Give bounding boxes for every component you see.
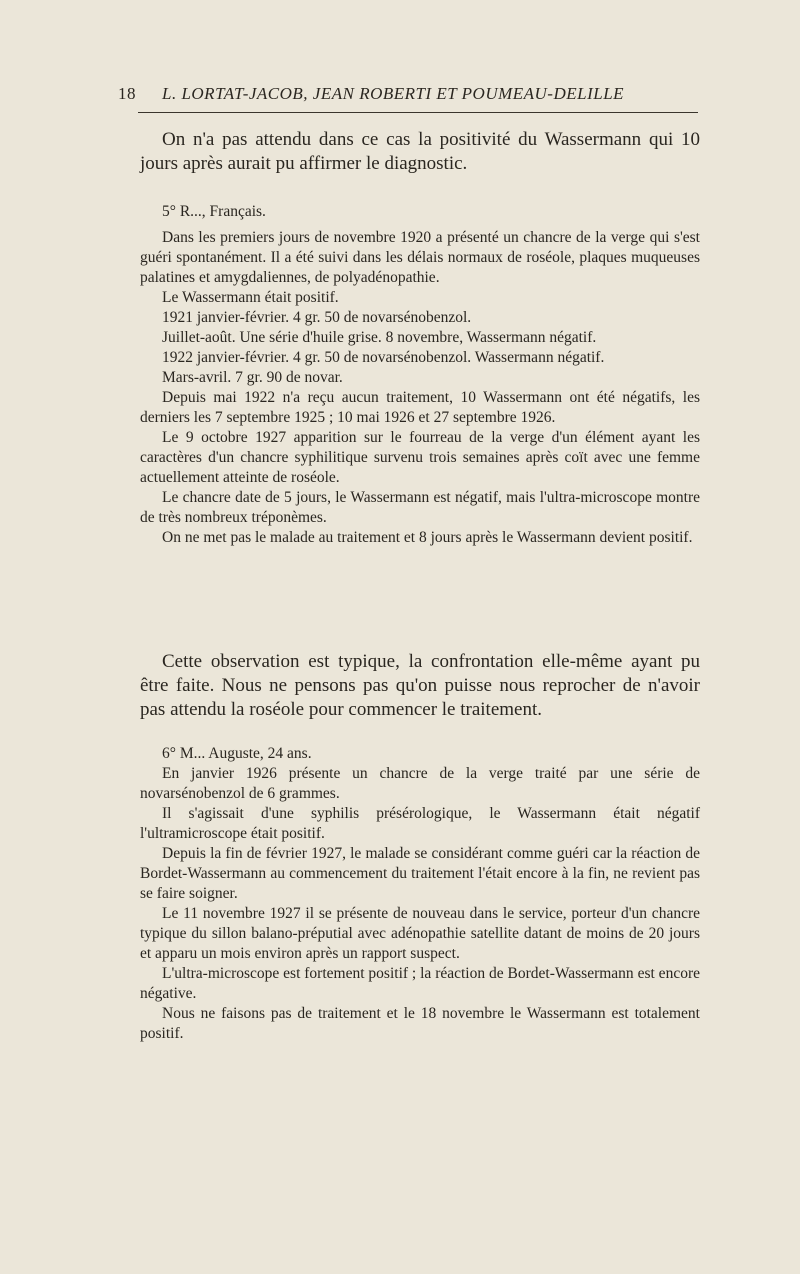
case-6-paragraph: Nous ne faisons pas de traitement et le 18 novembre le Wassermann est totalement positif. xyxy=(140,1005,700,1042)
case-5-paragraph: Le chancre date de 5 jours, le Wassermann est négatif, mais l'ultra-microscope montre de très nombreux tréponèmes. xyxy=(140,489,700,526)
case-6-paragraph: En janvier 1926 présente un chancre de la verge traité par une série de novarsénobenzol de 6 grammes. xyxy=(140,765,700,802)
case-5-paragraph: Juillet-août. Une série d'huile grise. 8 novembre, Wassermann négatif. xyxy=(162,329,597,346)
running-title: L. LORTAT-JACOB, JEAN ROBERTI ET POUMEAU-DELILLE xyxy=(162,84,625,103)
case-5-paragraph: 1921 janvier-février. 4 gr. 50 de novarsénobenzol. xyxy=(162,309,472,326)
case-5-paragraph: Dans les premiers jours de novembre 1920 a présenté un chancre de la verge qui s'est guéri spontanément. Il a été suivi dans les délais normaux de roséole, plaques muqueuses palatines et amygdaliennes, de polyadénopathie. xyxy=(140,229,700,286)
observation-paragraph xyxy=(140,650,700,722)
observation-text: Cette observation est typique, la confrontation elle-même ayant pu être faite. Nous ne pensons pas qu'on puisse nous reprocher de n'avoir pas attendu la roséole pour commencer le traitement. xyxy=(140,651,700,720)
case-5-paragraph: Le Wassermann était positif. xyxy=(162,289,339,306)
case-5-heading: 5° R..., Français. xyxy=(162,203,266,220)
intro-text: On n'a pas attendu dans ce cas la positivité du Wassermann qui 10 jours après aurait pu affirmer le diagnostic. xyxy=(140,129,700,174)
case-5-paragraph: 1922 janvier-février. 4 gr. 50 de novarsénobenzol. Wassermann négatif. xyxy=(162,349,605,366)
case-5-paragraph: Le 9 octobre 1927 apparition sur le fourreau de la verge d'un élément ayant les caractères d'un chancre syphilitique survenu trois semaines après coït avec une femme actuellement atteinte de roséole. xyxy=(140,429,700,486)
header-rule xyxy=(138,112,698,113)
case-5-paragraph: Mars-avril. 7 gr. 90 de novar. xyxy=(162,369,343,386)
case-6-paragraph: Il s'agissait d'une syphilis présérologique, le Wassermann était négatif l'ultramicroscope était positif. xyxy=(140,805,700,842)
case-6-heading: 6° M... Auguste, 24 ans. xyxy=(162,745,312,762)
case-5-paragraph: On ne met pas le malade au traitement et 8 jours après le Wassermann devient positif. xyxy=(162,529,693,546)
case-5 xyxy=(140,202,700,548)
intro-paragraph xyxy=(140,128,700,176)
case-5-paragraph: Depuis mai 1922 n'a reçu aucun traitement, 10 Wassermann ont été négatifs, les derniers les 7 septembre 1925 ; 10 mai 1926 et 27 septembre 1926. xyxy=(140,389,700,426)
case-6-paragraph: L'ultra-microscope est fortement positif ; la réaction de Bordet-Wassermann est encore négative. xyxy=(140,965,700,1002)
case-6-paragraph: Le 11 novembre 1927 il se présente de nouveau dans le service, porteur d'un chancre typique du sillon balano-préputial avec adénopathie satellite datant de moins de 20 jours et apparu un mois environ après un rapport suspect. xyxy=(140,905,700,962)
page-number: 18 xyxy=(118,84,136,103)
case-6-paragraph: Depuis la fin de février 1927, le malade se considérant comme guéri car la réaction de Bordet-Wassermann au commencement du traitement l'était encore à la fin, ne revient pas se faire soigner. xyxy=(140,845,700,902)
case-6 xyxy=(140,744,700,1044)
